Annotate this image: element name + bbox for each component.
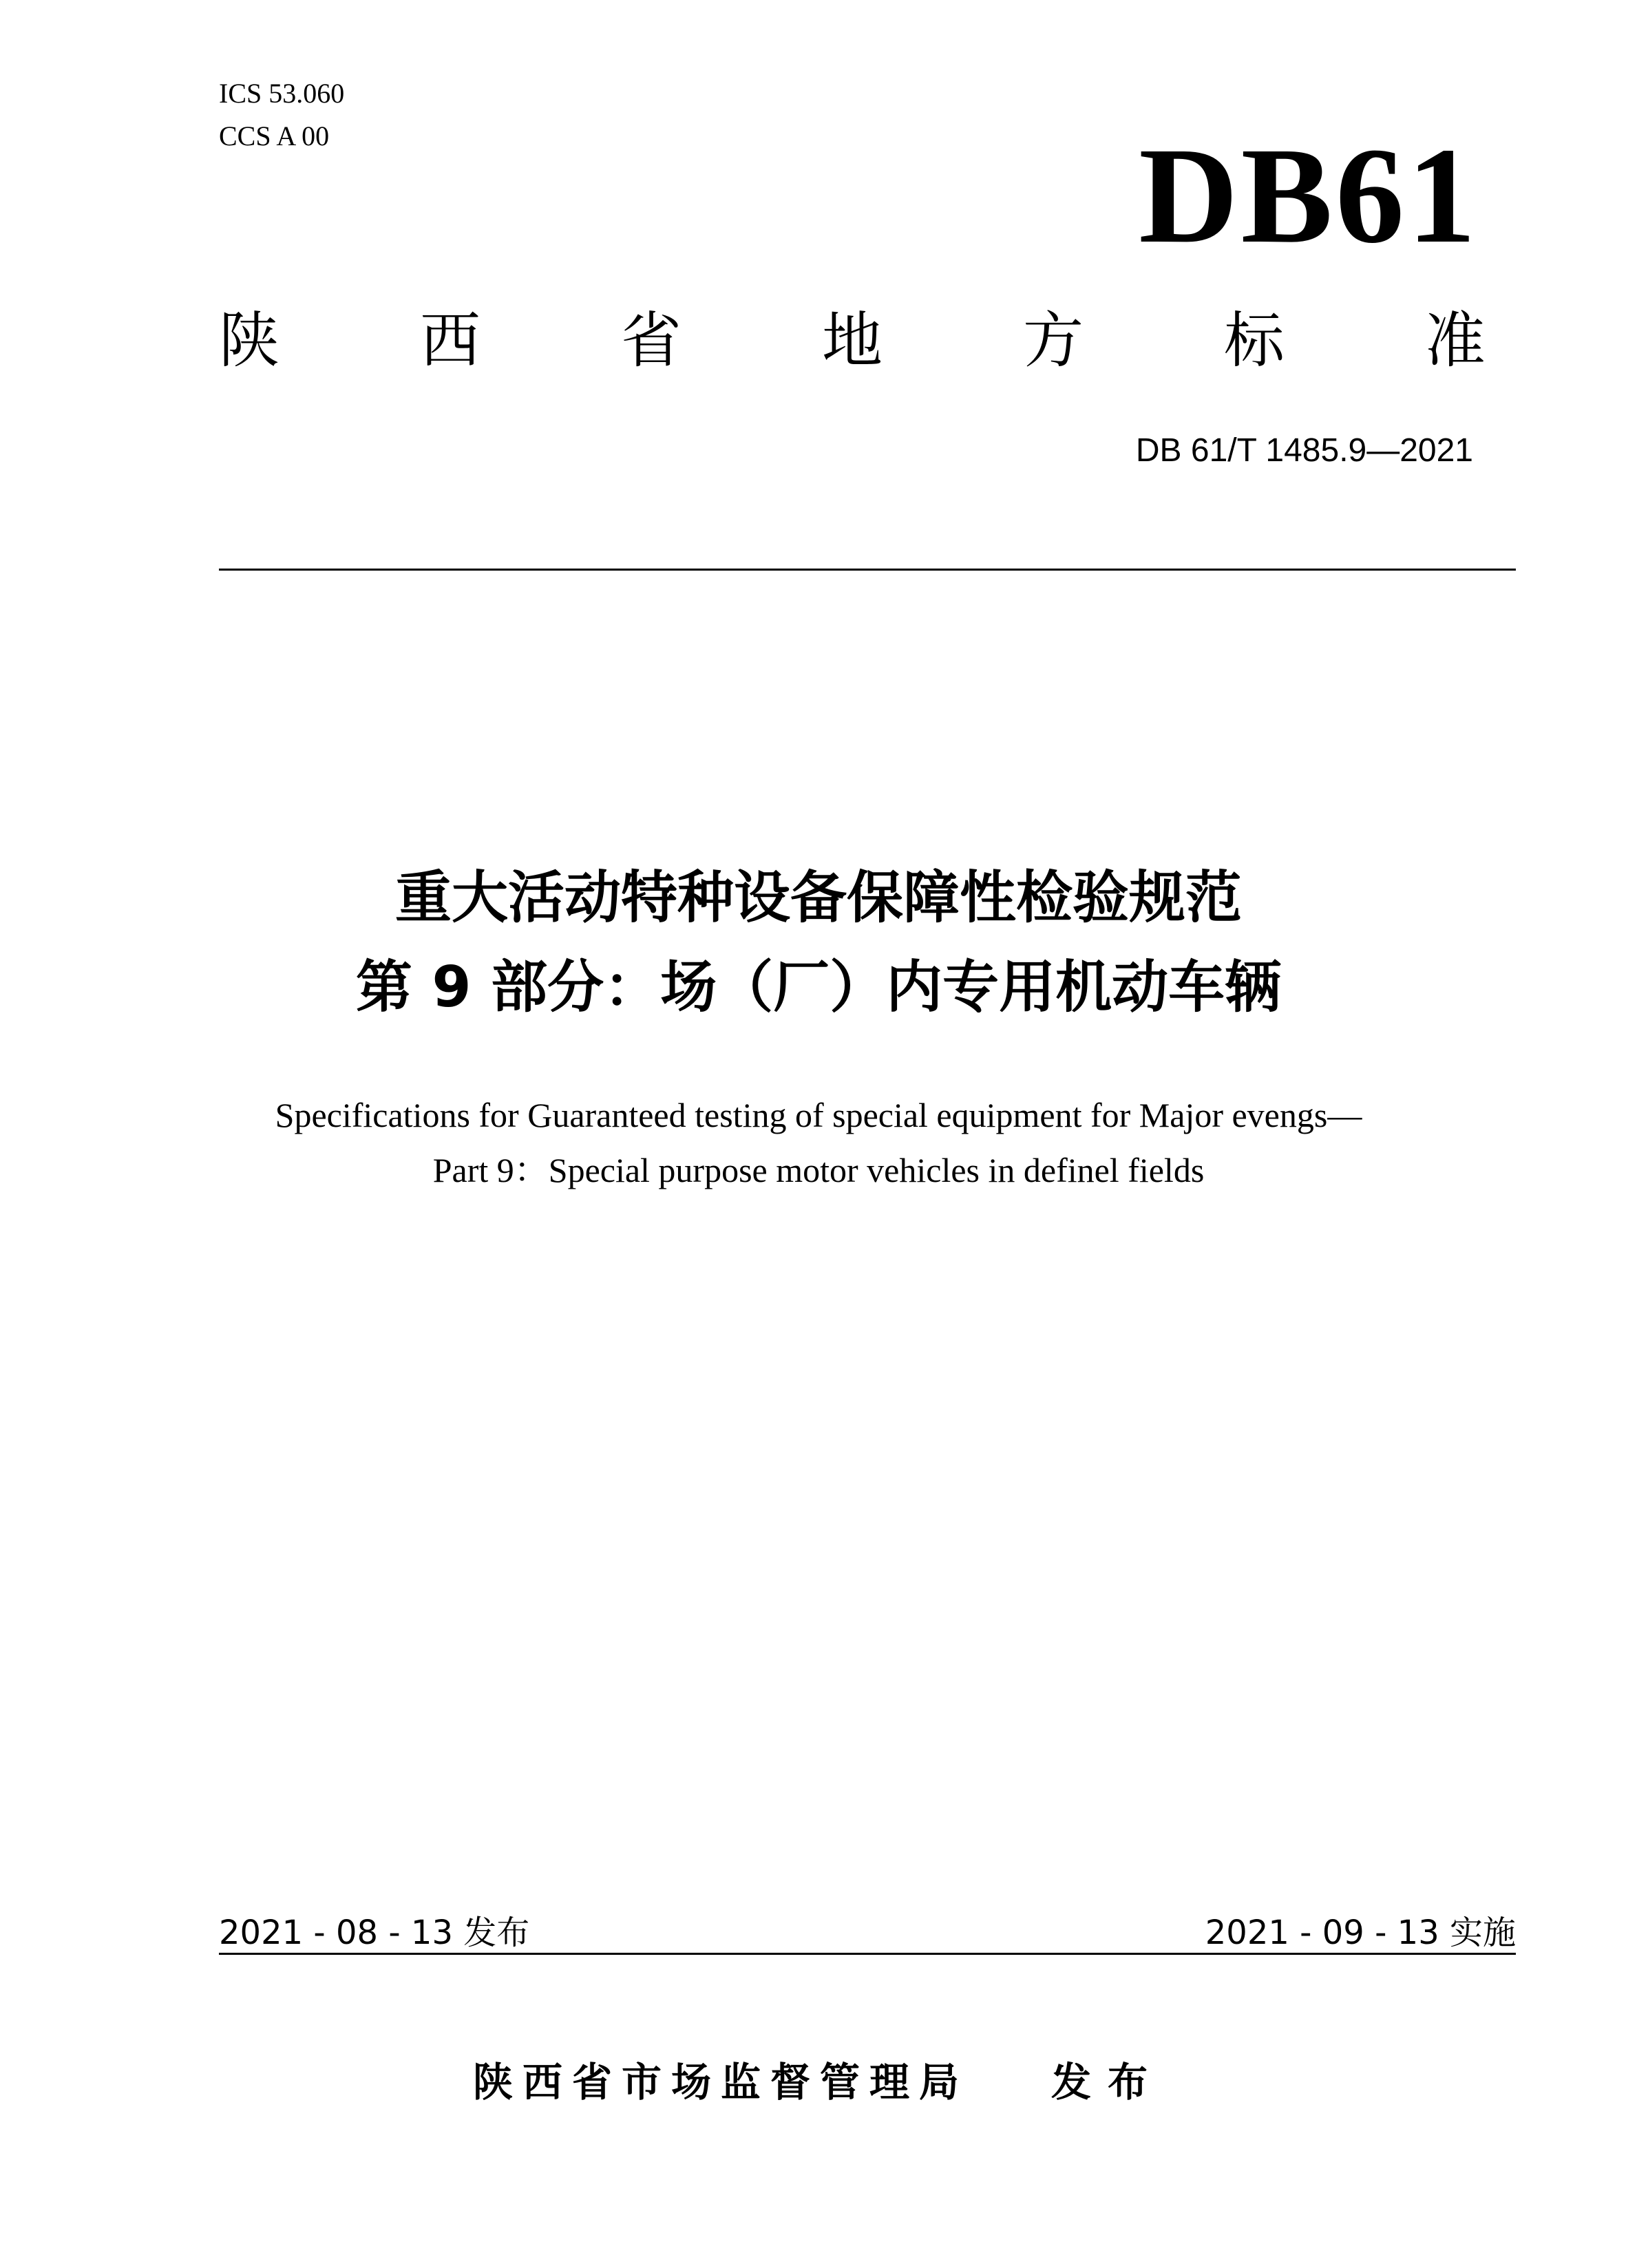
footer-divider [219, 1953, 1516, 1955]
chinese-title [0, 854, 1637, 1032]
standard-type-char: 方 [1022, 305, 1084, 376]
english-title-line-2: Part 9：Special purpose motor vehicles in definel fields [432, 1151, 1205, 1189]
standard-type-char: 准 [1424, 305, 1486, 376]
header-divider [219, 569, 1516, 571]
standard-number: DB 61/T 1485.9—2021 [1135, 432, 1473, 469]
ics-code: ICS 53.060 [219, 78, 345, 109]
english-title [0, 1088, 1637, 1198]
issue-action: 发布 [1051, 2059, 1165, 2106]
chinese-title-line-1: 重大活动特种设备保障性检验规范 [394, 865, 1242, 931]
issue-date: 2021 - 08 - 13 发布 [219, 1914, 530, 1952]
standard-type-char: 标 [1223, 305, 1285, 376]
ccs-code: CCS A 00 [219, 120, 330, 151]
standard-type-char: 陕 [219, 305, 280, 376]
standard-type-heading [219, 303, 1486, 379]
classification-codes [219, 72, 344, 158]
db61-logo: DB61 [1139, 120, 1479, 272]
implementation-date: 2021 - 09 - 13 实施 [1205, 1914, 1516, 1952]
standard-type-char: 西 [419, 305, 480, 376]
standard-type-char: 省 [620, 305, 682, 376]
issuer-line [0, 2055, 1637, 2110]
chinese-title-line-2: 第 9 部分：场（厂）内专用机动车辆 [355, 955, 1282, 1020]
issuing-organization: 陕西省市场监督管理局 [472, 2059, 969, 2106]
standard-type-char: 地 [821, 305, 883, 376]
english-title-line-1: Specifications for Guaranteed testing of special equipment for Major evengs— [275, 1096, 1362, 1134]
